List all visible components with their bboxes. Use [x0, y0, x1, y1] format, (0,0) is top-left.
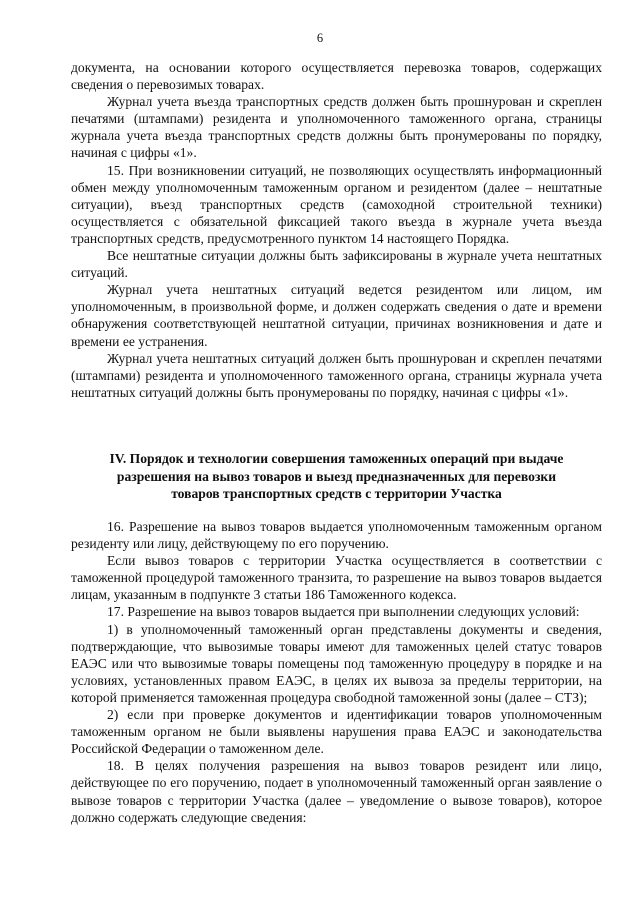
paragraph: Журнал учета нештатных ситуаций ведется резидентом или лицом, им уполномоченным, в произвольной форме, и должен содержать сведения о дате и времени обнаружения соответствующей нештатной ситуации, причинах возникновения и дате и времени ее устранения.	[71, 282, 602, 349]
paragraph: 1) в уполномоченный таможенный орган представлены документы и сведения, подтверждающие, что вывозимые товары имеют для таможенных целей статус товаров ЕАЭС или что вывозимые товары помещены под таможенную процедуру в порядке и на условиях, установленных правом ЕАЭС, в целях их вывоза за пределы территории, на которой применяется таможенная процедура свободной таможенной зоны (далее – СТЗ);	[71, 621, 602, 705]
section-heading	[71, 450, 602, 503]
section-heading-line: товаров транспортных средств с территории Участка	[171, 486, 502, 501]
paragraph: документа, на основании которого осуществляется перевозка товаров, содержащих сведения о перевозимых товарах.	[71, 60, 602, 93]
paragraph: Если вывоз товаров с территории Участка осуществляется в соответствии с таможенной процедурой таможенного транзита, то разрешение на вывоз товаров выдается лицам, указанным в подпункте 3 статьи 186 Таможенного кодекса.	[71, 553, 602, 603]
body-text-bottom	[71, 518, 602, 826]
page-number: 6	[316, 31, 324, 45]
section-heading-line: IV. Порядок и технологии совершения таможенных операций при выдаче	[109, 451, 564, 466]
paragraph: 16. Разрешение на вывоз товаров выдается уполномоченным таможенным органом резиденту или лицу, действующему по его поручению.	[71, 519, 602, 552]
paragraph: 18. В целях получения разрешения на вывоз товаров резидент или лицо, действующее по его поручению, подает в уполномоченный таможенный орган заявление о вывозе товаров с территории Участка (далее – уведомление о вывозе товаров), которое должно содержать следующие сведения:	[71, 758, 602, 825]
paragraph: Журнал учета въезда транспортных средств должен быть прошнурован и скреплен печатями (штампами) резидента и уполномоченного таможенного органа, страницы журнала учета въезда транспортных средств должны быть пронумерованы по порядку, начиная с цифры «1».	[71, 94, 602, 161]
paragraph: 2) если при проверке документов и идентификации товаров уполномоченным таможенным органом не были выявлены нарушения права ЕАЭС и законодательства Российской Федерации о таможенном деле.	[71, 707, 602, 757]
body-text-top	[71, 59, 602, 401]
paragraph: 17. Разрешение на вывоз товаров выдается при выполнении следующих условий:	[107, 604, 580, 620]
paragraph: Журнал учета нештатных ситуаций должен быть прошнурован и скреплен печатями (штампами) резидента и уполномоченного таможенного органа, страницы журнала учета нештатных ситуаций должны быть пронумерованы по порядку, начиная с цифры «1».	[71, 350, 602, 400]
section-heading-line: разрешения на вывоз товаров и выезд предназначенных для перевозки	[116, 468, 557, 484]
paragraph: Все нештатные ситуации должны быть зафиксированы в журнале учета нештатных ситуаций.	[71, 248, 602, 281]
paragraph: 15. При возникновении ситуаций, не позволяющих осуществлять информационный обмен между уполномоченным таможенным органом и резидентом (далее – нештатные ситуации), въезд транспортных средств (самоходной строительной техники) осуществляется с обязательной фиксацией такого въезда в журнале учета въезда транспортных средств, предусмотренного пунктом 14 настоящего Порядка.	[71, 162, 602, 246]
